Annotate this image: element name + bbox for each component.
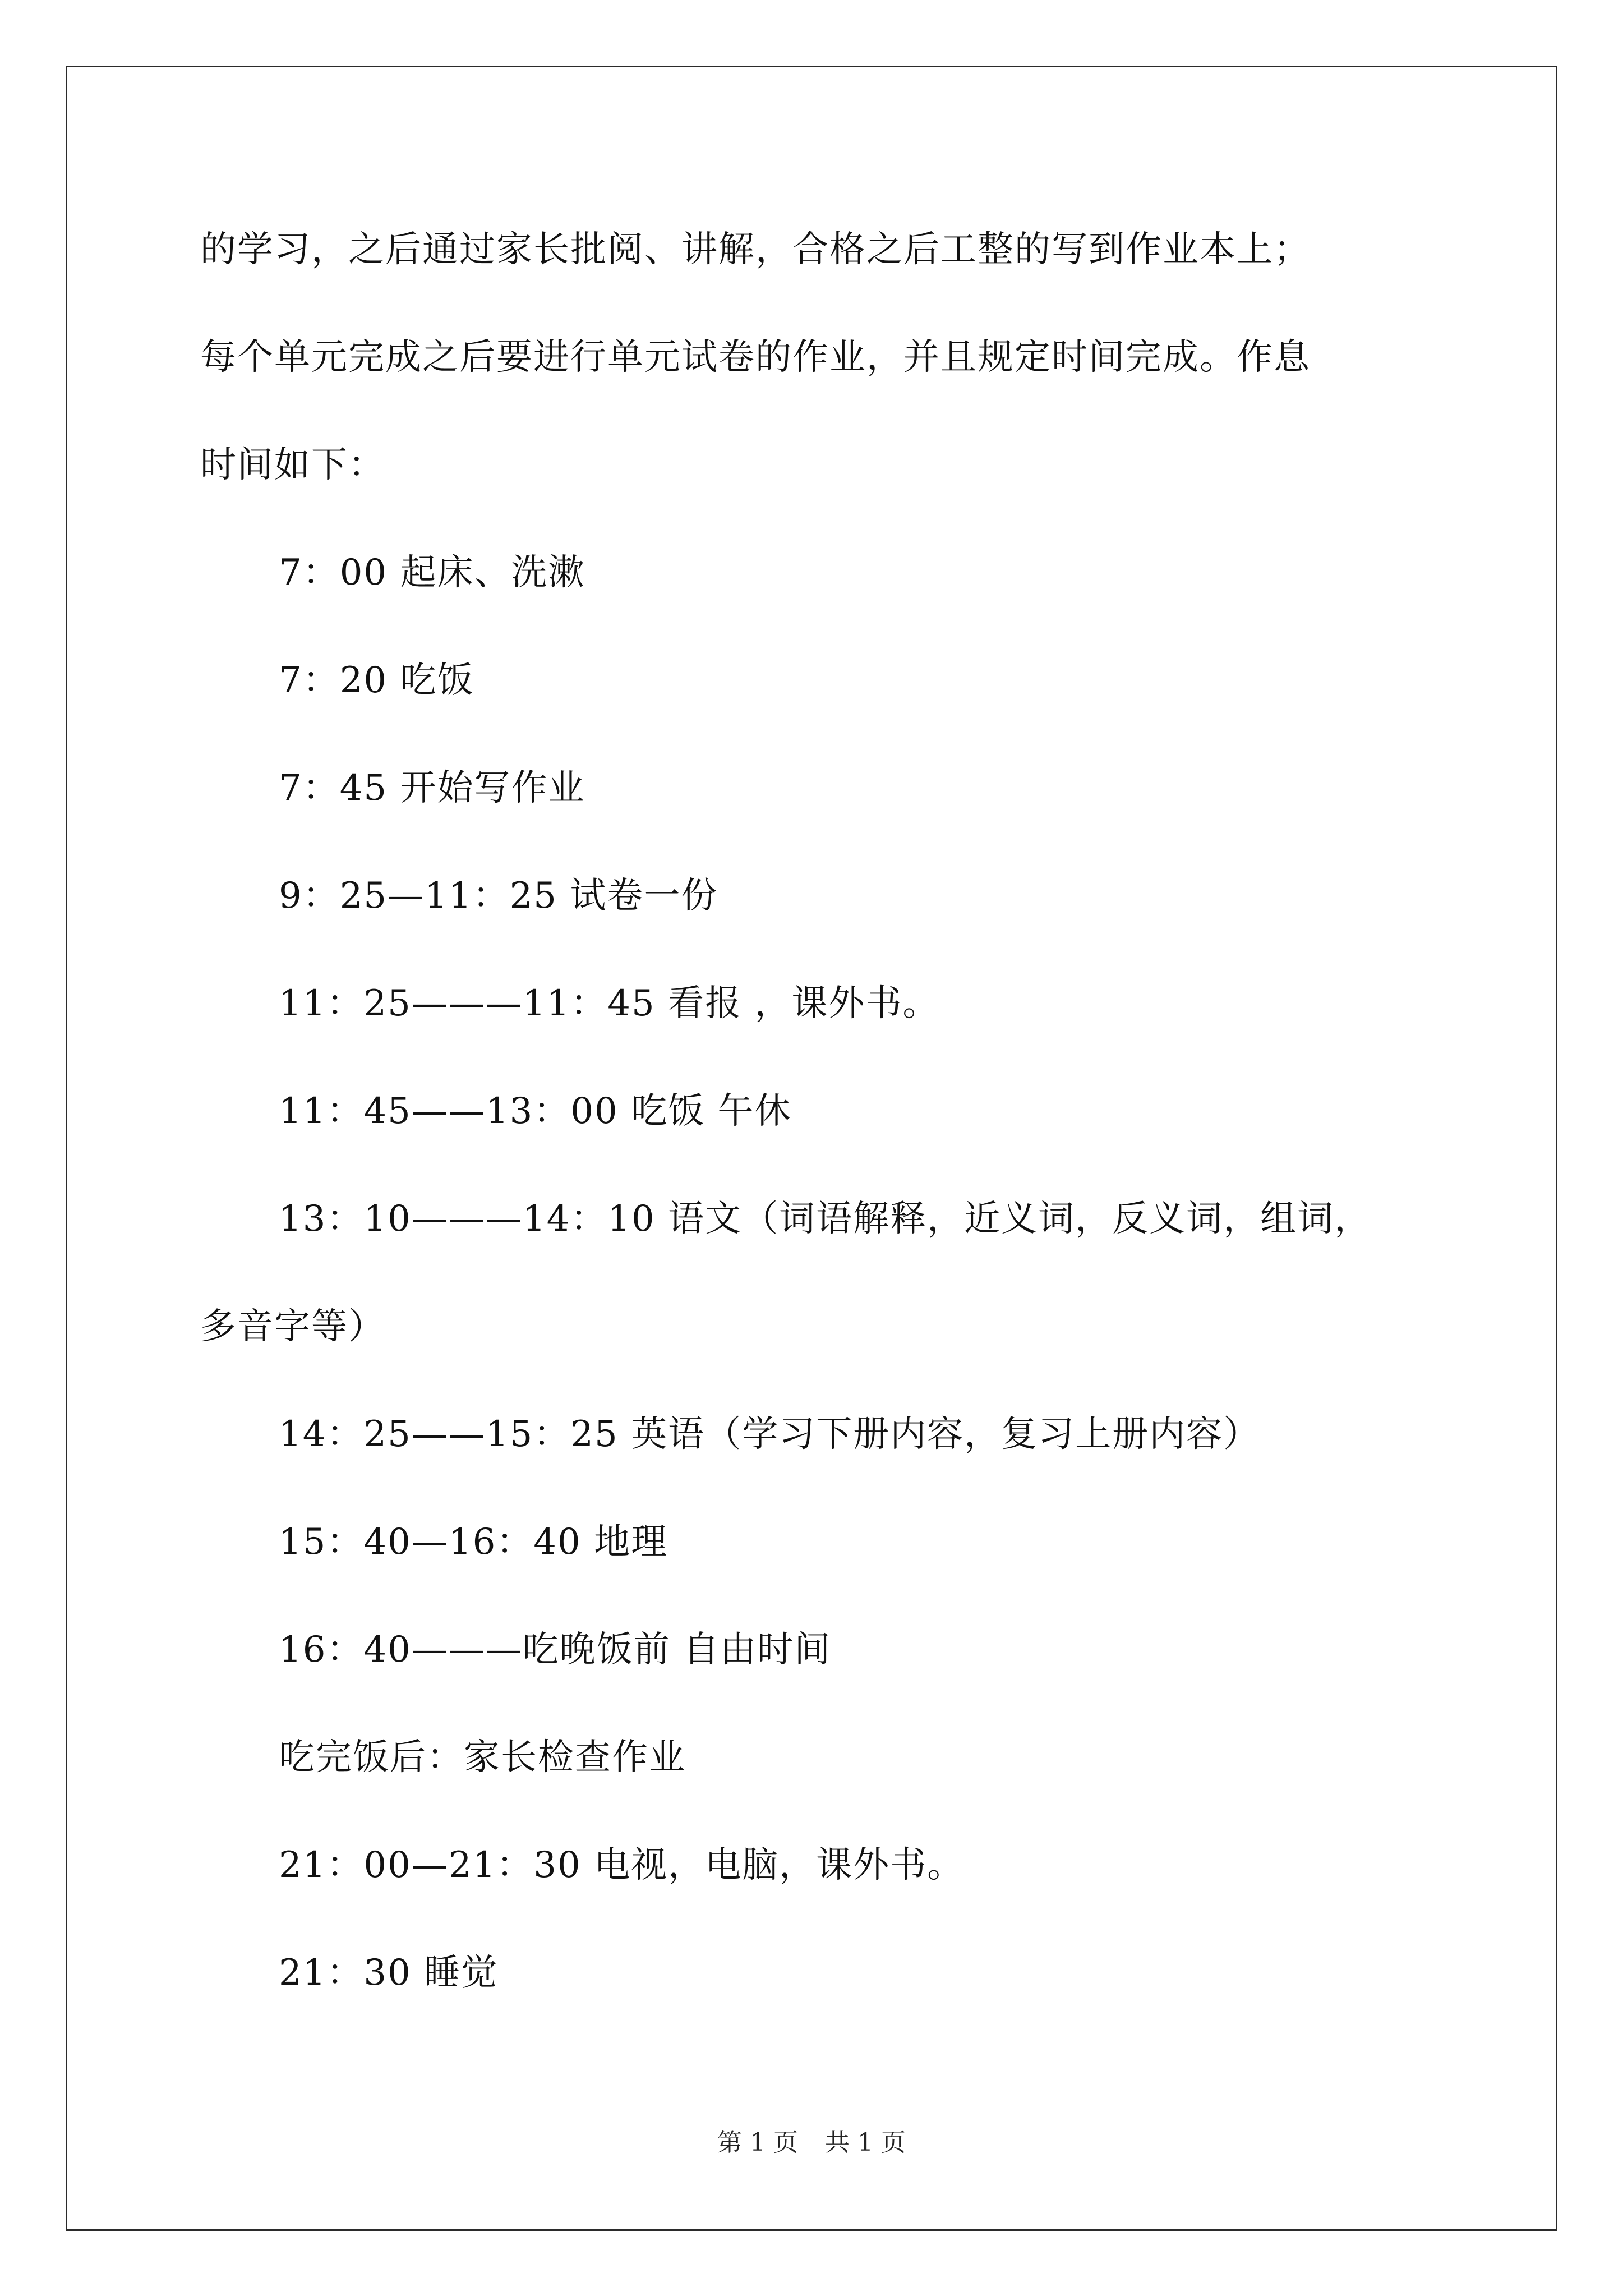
schedule-item-geography: 15：40—16：40 地理	[279, 1521, 668, 1563]
schedule-item-english: 14：25——15：25 英语（学习下册内容，复习上册内容）	[279, 1414, 1261, 1455]
schedule-item-chinese: 13：10———14：10 语文（词语解释，近义词，反义词，组词，	[279, 1198, 1372, 1240]
schedule-item-breakfast: 7：20 吃饭	[279, 660, 474, 701]
page-total: 共 1 页	[825, 2128, 906, 2157]
schedule-item-sleep: 21：30 睡觉	[279, 1952, 499, 1994]
schedule-item-chinese-continued: 多音字等）	[200, 1306, 385, 1347]
paragraph-line-3: 时间如下：	[200, 444, 385, 486]
schedule-item-wake: 7：00 起床、洗漱	[279, 552, 585, 593]
schedule-item-exam: 9：25—11：25 试卷一份	[279, 875, 718, 917]
schedule-item-lunch: 11：45——13：00 吃饭 午休	[279, 1091, 792, 1132]
schedule-item-check: 吃完饭后：家长检查作业	[279, 1737, 686, 1778]
page-number: 第 1 页	[717, 2128, 798, 2157]
paragraph-line-1: 的学习，之后通过家长批阅、讲解，合格之后工整的写到作业本上；	[200, 229, 1311, 270]
schedule-item-free-time: 16：40———吃晚饭前 自由时间	[279, 1629, 832, 1671]
paragraph-line-2: 每个单元完成之后要进行单元试卷的作业，并且规定时间完成。作息	[200, 337, 1311, 378]
page-border	[66, 66, 1557, 2231]
schedule-item-reading: 11：25———11：45 看报 ，课外书。	[279, 983, 940, 1024]
schedule-item-homework: 7：45 开始写作业	[279, 767, 585, 809]
schedule-item-tv: 21：00—21：30 电视，电脑，课外书。	[279, 1844, 965, 1886]
page-footer	[0, 2126, 1623, 2160]
